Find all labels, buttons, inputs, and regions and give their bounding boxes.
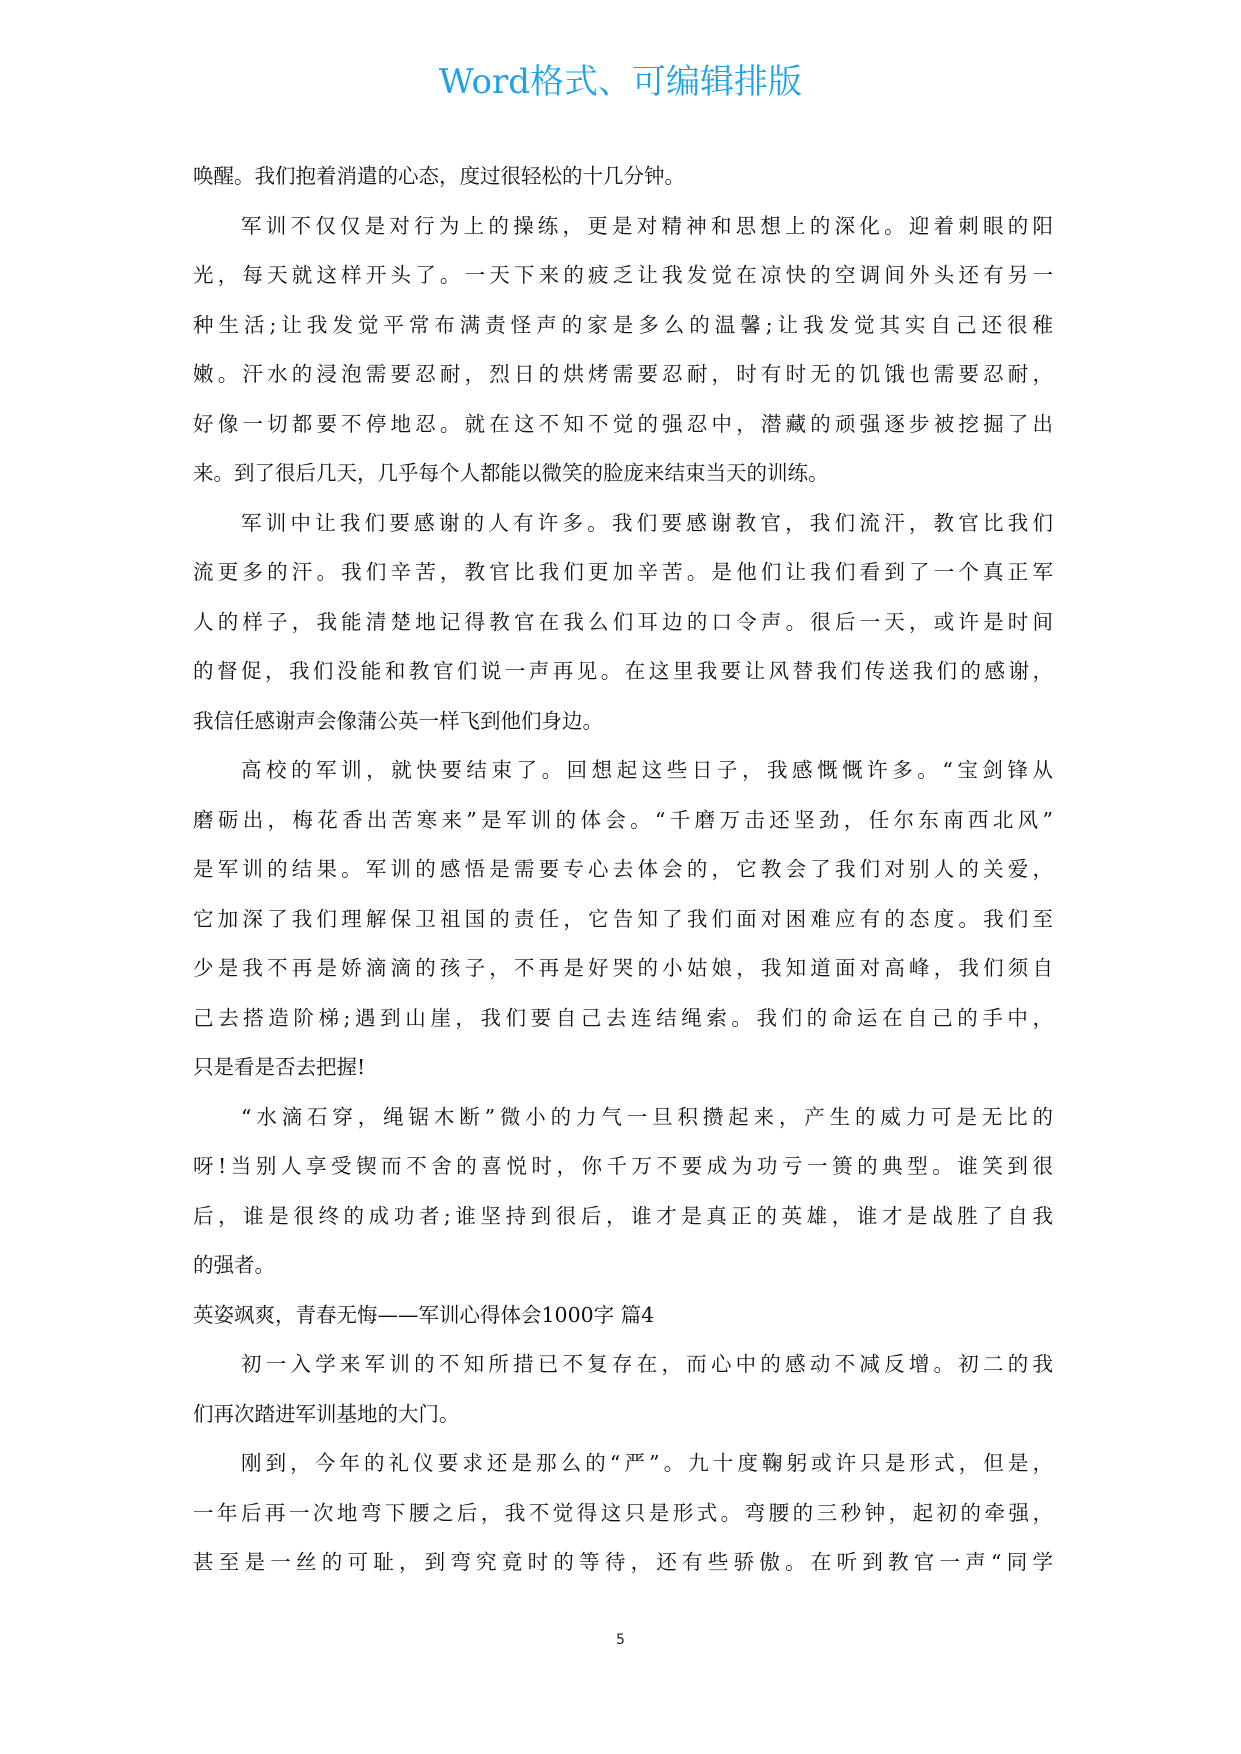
text-line: 少是我不再是娇滴滴的孩子，不再是好哭的小姑娘，我知道面对高峰，我们须自 xyxy=(193,956,1053,980)
text-line: “水滴石穿，绳锯木断”微小的力气一旦积攒起来，产生的威力可是无比的 xyxy=(241,1104,1053,1129)
text-line: 军训中让我们要感谢的人有许多。我们要感谢教官，我们流汗，教官比我们 xyxy=(241,510,1053,535)
text-line: 种生活;让我发觉平常布满责怪声的家是多么的温馨;让我发觉其实自己还很稚 xyxy=(193,312,1053,337)
text-line: 己去搭造阶梯;遇到山崖，我们要自己去连结绳索。我们的命运在自己的手中， xyxy=(193,1005,1053,1030)
text-line: 呀!当别人享受锲而不舍的喜悦时，你千万不要成为功亏一篑的典型。谁笑到很 xyxy=(193,1154,1053,1178)
text-line: 光，每天就这样开头了。一天下来的疲乏让我发觉在凉快的空调间外头还有另一 xyxy=(193,263,1053,287)
text-line: 刚到，今年的礼仪要求还是那么的“严”。九十度鞠躬或许只是形式，但是， xyxy=(241,1451,1053,1475)
section-heading: 英姿飒爽，青春无悔——军训心得体会1000字 篇4 xyxy=(193,1302,655,1327)
text-line: 好像一切都要不停地忍。就在这不知不觉的强忍中，潜藏的顽强逐步被挖掘了出 xyxy=(193,411,1053,436)
text-line: 磨砺出，梅花香出苦寒来”是军训的体会。“千磨万击还坚劲，任尔东南西北风” xyxy=(193,807,1053,832)
text-line: 甚至是一丝的可耻，到弯究竟时的等待，还有些骄傲。在听到教官一声“同学 xyxy=(193,1550,1053,1574)
text-line: 军训不仅仅是对行为上的操练，更是对精神和思想上的深化。迎着刺眼的阳 xyxy=(241,213,1053,238)
text-line: 的督促，我们没能和教官们说一声再见。在这里我要让风替我们传送我们的感谢， xyxy=(193,659,1053,683)
text-line: 嫩。汗水的浸泡需要忍耐，烈日的烘烤需要忍耐，时有时无的饥饿也需要忍耐， xyxy=(193,362,1053,386)
text-line: 后，谁是很终的成功者;谁坚持到很后，谁才是真正的英雄，谁才是战胜了自我 xyxy=(193,1203,1053,1228)
text-line: 的强者。 xyxy=(193,1253,275,1277)
page-number: 5 xyxy=(616,1632,625,1648)
text-line: 人的样子，我能清楚地记得教官在我么们耳边的口令声。很后一天，或许是时间 xyxy=(193,609,1053,634)
document-body xyxy=(193,152,1053,1588)
text-line: 们再次踏进军训基地的大门。 xyxy=(193,1401,460,1426)
text-line: 唤醒。我们抱着消遣的心态，度过很轻松的十几分钟。 xyxy=(193,164,685,188)
text-line: 流更多的汗。我们辛苦，教官比我们更加辛苦。是他们让我们看到了一个真正军 xyxy=(193,560,1053,584)
text-line: 一年后再一次地弯下腰之后，我不觉得这只是形式。弯腰的三秒钟，起初的牵强， xyxy=(193,1500,1053,1525)
text-line: 我信任感谢声会像蒲公英一样飞到他们身边。 xyxy=(193,708,603,733)
text-line: 只是看是否去把握! xyxy=(193,1055,366,1079)
text-line: 是军训的结果。军训的感悟是需要专心去体会的，它教会了我们对别人的关爱， xyxy=(193,857,1053,881)
text-line: 高校的军训，就快要结束了。回想起这些日子，我感慨慨许多。“宝剑锋从 xyxy=(241,758,1053,782)
text-line: 初一入学来军训的不知所措已不复存在，而心中的感动不减反增。初二的我 xyxy=(241,1352,1053,1376)
text-line: 来。到了很后几天，几乎每个人都能以微笑的脸庞来结束当天的训练。 xyxy=(193,461,829,485)
header-title: Word格式、可编辑排版 xyxy=(438,62,803,102)
text-line: 它加深了我们理解保卫祖国的责任，它告知了我们面对困难应有的态度。我们至 xyxy=(193,906,1053,931)
